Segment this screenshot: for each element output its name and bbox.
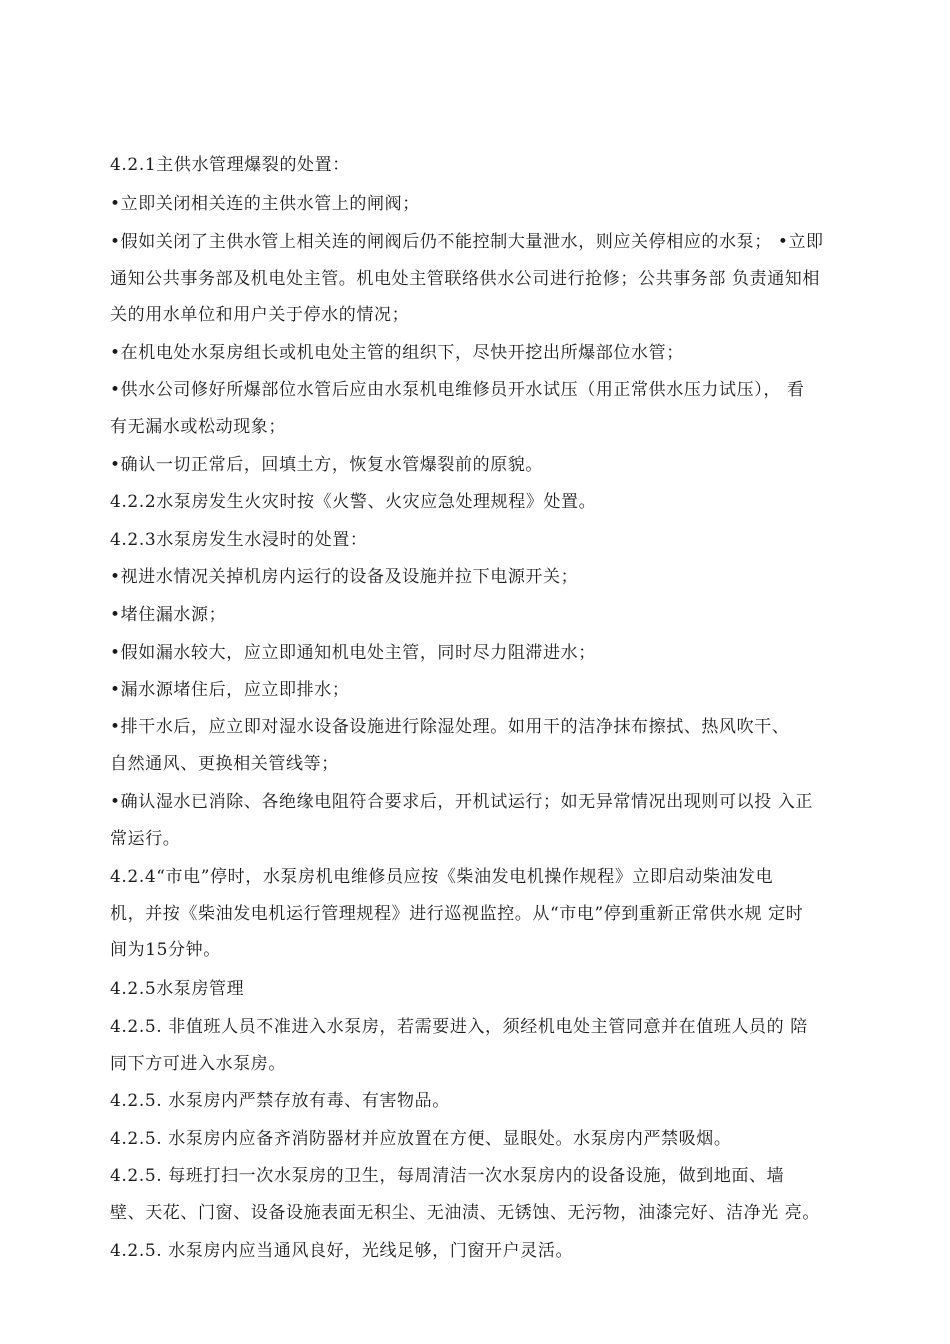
paragraph: 4.2.5. 水泵房内应备齐消防器材并应放置在方便、显眼处。水泵房内严禁吸烟。 <box>110 1129 732 1149</box>
paragraph: 4.2.1主供水管理爆裂的处置： <box>110 155 350 175</box>
paragraph: 4.2.5. 水泵房内应当通风良好，光线足够，门窗开户灵活。 <box>110 1241 574 1261</box>
paragraph: •确认湿水已消除、各绝缘电阻符合要求后，开机试运行；如无异常情况出现则可以投 入正 常运行。 <box>110 792 814 849</box>
paragraph: •假如漏水较大，应立即通知机电处主管，同时尽力阻滞进水； <box>110 643 596 663</box>
paragraph: •立即关闭相关连的主供水管上的闸阀； <box>110 194 420 214</box>
paragraph: 4.2.5. 每班打扫一次水泵房的卫生，每周清洁一次水泵房内的设备设施，做到地面、墙 壁、天花、门窗、设备设施表面无积尘、无油渍、无锈蚀、无污物，油漆完好、洁净光 亮。 <box>110 1166 821 1223</box>
paragraph: 4.2.3水泵房发生水浸时的处置： <box>110 530 368 550</box>
paragraph: 4.2.5水泵房管理 <box>110 979 245 999</box>
paragraph: •堵住漏水源； <box>110 605 227 625</box>
paragraph: •漏水源堵住后，应立即排水； <box>110 680 350 700</box>
paragraph: •在机电处水泵房组长或机电处主管的组织下，尽快开挖出所爆部位水管； <box>110 343 684 363</box>
paragraph: •假如关闭了主供水管上相关连的闸阀后仍不能控制大量泄水，则应关停相应的水泵； •立即 通知公共事务部及机电处主管。机电处主管联络供水公司进行抢修；公共事务部 负责通知相 关的用水单位和用户关于停水的情况； <box>110 232 824 325</box>
paragraph: •视进水情况关掉机房内运行的设备及设施并拉下电源开关； <box>110 567 579 587</box>
paragraph: 4.2.5. 水泵房内严禁存放有毒、有害物品。 <box>110 1091 450 1111</box>
paragraph: 4.2.5. 非值班人员不准进入水泵房，若需要进入，须经机电处主管同意并在值班人员的 陪 同下方可进入水泵房。 <box>110 1017 808 1074</box>
paragraph: •确认一切正常后，回填土方，恢复水管爆裂前的原貌。 <box>110 455 544 475</box>
paragraph: •供水公司修好所爆部位水管后应由水泵机电维修员开水试压（用正常供水压力试压）， 看 有无漏水或松动现象； <box>110 380 805 437</box>
paragraph: •排干水后，应立即对湿水设备设施进行除湿处理。如用干的洁净抹布擦拭、热风吹干、 自然通风、更换相关管线等； <box>110 717 790 774</box>
paragraph: 4.2.4“市电”停时，水泵房机电维修员应按《柴油发电机操作规程》立即启动柴油发电 机，并按《柴油发电机运行管理规程》进行巡视监控。从“市电”停到重新正常供水规 定时 间为15分钟。 <box>110 867 804 960</box>
paragraph: 4.2.2水泵房发生火灾时按《火警、火灾应急处理规程》处置。 <box>110 492 597 512</box>
